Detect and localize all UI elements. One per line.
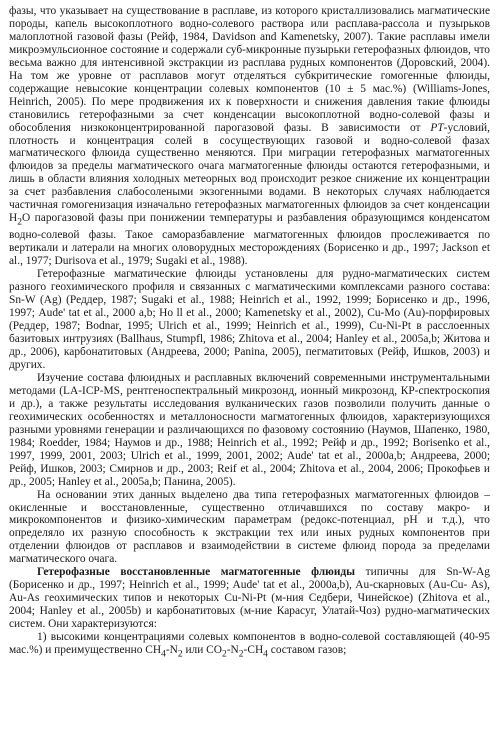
subscript: 2 (222, 649, 227, 660)
text-run: -N (165, 643, 178, 656)
paragraph-5 (9, 566, 490, 631)
paragraph-6 (9, 631, 490, 661)
text-run: На основании этих данных выделено два типа гетерофазных магматогенных флюидов – окисленные и восстановленные, существенно отличавшихся по составу макро- и микрокомпонентов и физико-химическим параметрам (редокс-потенциал, pH и т.д.), что определяло их разную способность к экстракции тех или иных рудных компонентов при отделении флюидов от расплавов и взаимодействии в системе флюид порода за пределами магматического очага. (9, 488, 490, 566)
text-run: или CO (182, 643, 223, 656)
text-run: составом газов; (267, 643, 347, 656)
text-run-italic: PT (430, 121, 444, 134)
text-run: -CH (243, 643, 264, 656)
text-run: 1) высокими концентрациями солевых компонентов в водно-солевой составляющей (40-95 мас.%) и преимущественно CH (9, 631, 490, 656)
paragraph-2 (9, 268, 490, 372)
text-run: фазы, что указывает на существование в расплаве, из которого кристаллизовались магматические породы, капель высокоплотного водно-солевого раствора или расплава-рассола и пузырьков малоплотной газовой фазы (Рейф, 1984, Davidson and Kamenetsky, 2007). Такие расплавы имели микроэмульсионное состояние и содержали суб-микронные пузырьки гетерофазных флюидов, что весьма важно для интенсивной экстракции из расплава рудных компонентов (Доровский, 2004). На том же уровне от расплавов могут отделяться субкритические гомогенные флюиды, содержащие невысокие концентрации солевых компонентов (10 ± 5 мас.%) (Williams-Jones, Heinrich, 2005). По мере продвижения их к поверхности и снижения давления такие флюиды становились гетерофазными за счет конденсации высокоплотной водно-солевой фазы и обособления низкоконцентрированной парогазовой фазы. В зависимости от (9, 5, 490, 134)
paragraph-4 (9, 489, 490, 567)
text-run: Гетерофазные магматические флюиды установлены для рудно-магматических систем разного геохимического профиля и связанных с магматическими комплексами разного состава: Sn-W (Ag) (Реддер, 1987; Sugaki et al., 1988; Heinrich et al., 1992, 1999; Борисенко и др., 1996, 1997; Aude' tat et al., 2000 a,b; Ho ll et al., 2000; Kamenetsky et al., 2002), Cu-Mo (Au)-порфировых (Реддер, 1987; Bodnar, 1995; Ulrich et al., 1999; Heinrich et al., 1999), Cu-Ni-Pt в расслоенных базитовых интрузиях (Ballhaus, Stumpfl, 1986; Zhitova et al., 2004; Hanley et al., 2005a,b; Житова и др., 2006), карбонатитовых (Андреева, 2000; Panina, 2005), пегматитовых (Рейф, Ишков, 2003) и других. (9, 268, 490, 372)
text-run: -условий, плотность и концентрация солей в сосуществующих газовой и водно-солевой фазах магматического флюида существенно меняются. При миграции гетерофазных магматогенных флюидов за пределы магматического очага магматогенные флюиды остаются гетерофазными, и лишь в области влияния холодных метеорных вод происходит резкое снижение их концентрации за счет разбавления слабосолеными экзогенными водами. В некоторых случаях наблюдается частичная гомогенизация изначально гетерофазных магматогенных флюидов за счет конденсации H (9, 121, 490, 225)
paragraph-1 (9, 5, 490, 268)
subscript: 2 (17, 217, 22, 228)
text-run: типичны для Sn-W-Ag (Борисенко и др., 1997; Heinrich et al., 1999; Aude' tat et al., 2000a,b), Au-скарновых (Au-Cu- As), Au-As геохимических типов и некоторых Cu-Ni-Pt (м-ния Седбери, Чинейское) (Zhitova et al., 2004; Hanley et al., 2005b) и карбонатитовых (м-ние Карасуг, Улатай-Чоз) рудно-магматических систем. Они характеризуются: (9, 566, 490, 631)
text-run-bold: Гетерофазные восстановленные магматогенные флюиды (37, 566, 356, 579)
paragraph-3 (9, 372, 490, 489)
text-run: -N (226, 643, 239, 656)
subscript: 2 (238, 649, 244, 660)
text-run: O парогазовой фазы при понижении температуры и разбавления образующимся конденсатом водно-солевой фазы. Такое саморазбавление магматогенных флюидов прослеживается по вертикали и латерали на многих оловорудных месторождениях (Борисенко и др., 1997; Jackson et al., 1977; Durisova et al., 1979; Sugaki et al., 1988). (9, 212, 490, 268)
subscript: 4 (263, 649, 268, 660)
subscript: 4 (161, 649, 166, 660)
text-run: Изучение состава флюидных и расплавных включений современными инструментальными методами (LA-ICP-MS, рентгеноспектральный микрозонд, ионный микрозонд, КР-спектроскопия и др.), а также результаты исследования вулканических газов позволили получить данные о геохимических особенностях и металлоносности магматогенных флюидов, характеризующихся разными уровнями генерации и различающихся по фазовому состоянию (Наумов, Шапенко, 1980, 1984; Roedder, 1984; Наумов и др., 1988; Heinrich et al., 1992; Рейф и др., 1992; Borisenko et al., 1997, 1999, 2001, 2003; Ulrich et al., 1999, 2001, 2002; Aude' tat et al., 2000a,b; Андреева, 2000; Рейф, Ишков, 2003; Смирнов и др., 2003; Reif et al., 2004; Zhitova et al., 2004, 2006; Прокофьев и др., 2005; Hanley et al., 2005a,b; Панина, 2005). (9, 371, 490, 488)
subscript: 2 (177, 649, 183, 660)
